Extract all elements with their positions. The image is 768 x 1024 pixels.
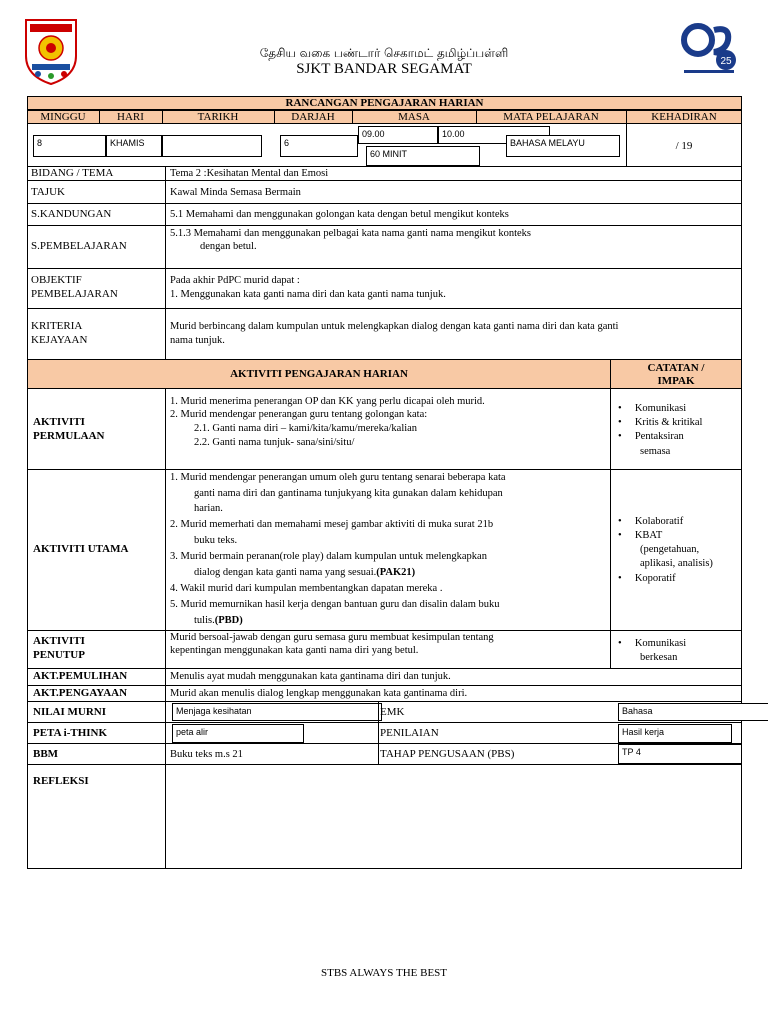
pemulihan-label: AKT.PEMULIHAN: [33, 670, 128, 682]
anniversary-logo: [678, 16, 740, 78]
bidang-value: Tema 2 :Kesihatan Mental dan Emosi: [170, 168, 329, 179]
emk-field[interactable]: Bahasa: [618, 703, 768, 721]
penutup-note-2: berkesan: [640, 652, 678, 663]
kehadiran-value: / 19: [675, 140, 693, 152]
objektif-label-2: PEMBELAJARAN: [31, 288, 118, 300]
sp-value-1: 5.1.3 Memahami dan menggunakan pelbagai kata nama ganti nama mengikut konteks: [170, 228, 531, 239]
bbm-label: BBM: [33, 748, 59, 760]
nilai-field[interactable]: Menjaga kesihatan: [172, 703, 382, 721]
school-name: SJKT BANDAR SEGAMAT: [296, 61, 472, 77]
penilaian-label: PENILAIAN: [380, 727, 439, 739]
tarikh-field[interactable]: [162, 135, 262, 157]
nilai-label: NILAI MURNI: [33, 706, 107, 718]
utama-line-3: harian.: [194, 503, 223, 514]
masa-end-field[interactable]: 10.00: [438, 126, 550, 144]
sk-label: S.KANDUNGAN: [31, 208, 112, 220]
utama-line-6: 3. Murid bermain peranan(role play) dalam kumpulan untuk melengkapkan: [170, 551, 487, 562]
permulaan-line-2: 2. Murid mendengar penerangan guru tentang golongan kata:: [170, 409, 428, 420]
activities-header: AKTIVITI PENGAJARAN HARIAN: [230, 368, 408, 380]
permulaan-label-2: PERMULAAN: [33, 430, 105, 442]
emk-label: EMK: [380, 706, 405, 718]
masa-start-field[interactable]: 09.00: [358, 126, 438, 144]
col-minggu: MINGGU: [40, 111, 86, 123]
col-tarikh: TARIKH: [197, 111, 239, 123]
penutup-label-1: AKTIVITI: [33, 635, 85, 647]
darjah-field[interactable]: 6: [280, 135, 358, 157]
permulaan-line-4: 2.2. Ganti nama tunjuk- sana/sini/situ/: [194, 437, 355, 448]
utama-line-2: ganti nama diri dan gantinama tunjukyang kita gunakan dalam kehidupan: [194, 488, 503, 499]
kriteria-value-1: Murid berbincang dalam kumpulan untuk melengkapkan dialog dengan kata ganti nama diri dan kata ganti: [170, 321, 619, 332]
catatan-header-1: CATATAN /: [647, 362, 705, 374]
catatan-header-2: IMPAK: [657, 375, 695, 387]
col-kehadiran: KEHADIRAN: [651, 111, 717, 123]
permulaan-note-2: • Kritis & kritikal: [618, 417, 703, 428]
utama-line-7: dialog dengan kata ganti nama yang sesuai.(PAK21): [194, 567, 416, 578]
permulaan-label-1: AKTIVITI: [33, 416, 85, 428]
utama-note-3: (pengetahuan,: [640, 544, 700, 555]
utama-note-5: • Koporatif: [618, 573, 676, 584]
utama-label: AKTIVITI UTAMA: [33, 543, 129, 555]
plan-title: RANCANGAN PENGAJARAN HARIAN: [285, 97, 484, 109]
utama-line-4: 2. Murid memerhati dan memahami mesej gambar aktiviti di muka surat 21b: [170, 519, 494, 530]
penutup-label-2: PENUTUP: [33, 649, 85, 661]
objektif-value-2: 1. Menggunakan kata ganti nama diri dan kata ganti nama tunjuk.: [170, 289, 446, 300]
footer-motto: STBS ALWAYS THE BEST: [320, 967, 448, 979]
col-darjah: DARJAH: [291, 111, 335, 123]
bidang-label: BIDANG / TEMA: [31, 167, 114, 179]
col-hari: HARI: [117, 111, 144, 123]
hari-field[interactable]: KHAMIS: [106, 135, 162, 157]
svg-text:25: 25: [720, 56, 732, 67]
utama-line-8: 4. Wakil murid dari kumpulan membentangkan dapatan mereka .: [170, 583, 443, 594]
permulaan-note-3: • Pentaksiran: [618, 431, 684, 442]
tahap-label: TAHAP PENGUSAAN (PBS): [380, 748, 515, 760]
peta-label: PETA i-THINK: [33, 727, 108, 739]
utama-line-5: buku teks.: [194, 535, 238, 546]
tajuk-value: Kawal Minda Semasa Bermain: [170, 187, 301, 198]
permulaan-line-1: 1. Murid menerima penerangan OP dan KK yang perlu dicapai oleh murid.: [170, 396, 485, 407]
col-mata-pelajaran: MATA PELAJARAN: [503, 111, 599, 123]
sp-label: S.PEMBELAJARAN: [31, 240, 127, 252]
kriteria-value-2: nama tunjuk.: [170, 335, 225, 346]
permulaan-note-4: semasa: [640, 446, 671, 457]
utama-line-9: 5. Murid memurnikan hasil kerja dengan bantuan guru dan disalin dalam buku: [170, 599, 500, 610]
permulaan-line-3: 2.1. Ganti nama diri – kami/kita/kamu/mereka/kalian: [194, 423, 418, 434]
pengayaan-label: AKT.PENGAYAAN: [33, 687, 128, 699]
penutup-line-2: kepentingan menggunakan kata ganti nama diri yang betul.: [170, 645, 419, 656]
school-name-tamil: தேசிய வகை பண்டார் செகாமட் தமிழ்ப்பள்ளி: [259, 46, 509, 60]
tajuk-label: TAJUK: [31, 186, 65, 198]
col-masa: MASA: [398, 111, 430, 123]
penutup-note-1: • Komunikasi: [618, 638, 687, 649]
utama-note-4: aplikasi, analisis): [640, 558, 713, 569]
sp-value-2: dengan betul.: [200, 241, 257, 252]
utama-line-10: tulis.(PBD): [194, 615, 243, 626]
kriteria-label-2: KEJAYAAN: [31, 334, 88, 346]
permulaan-note-1: • Komunikasi: [618, 403, 687, 414]
bbm-value: Buku teks m.s 21: [170, 749, 243, 760]
objektif-label-1: OBJEKTIF: [31, 274, 82, 286]
utama-line-1: 1. Murid mendengar penerangan umum oleh guru tentang senarai beberapa kata: [170, 472, 506, 483]
masa-duration-field[interactable]: 60 MINIT: [366, 146, 480, 166]
refleksi-area[interactable]: [166, 765, 741, 868]
tahap-field[interactable]: TP 4: [618, 744, 742, 764]
utama-note-2: • KBAT: [618, 530, 663, 541]
penutup-line-1: Murid bersoal-jawab dengan guru semasa guru membuat kesimpulan tentang: [170, 632, 494, 643]
refleksi-label: REFLEKSI: [33, 775, 89, 787]
kriteria-label-1: KRITERIA: [31, 320, 83, 332]
sk-value: 5.1 Memahami dan menggunakan golongan kata dengan betul mengikut konteks: [170, 209, 509, 220]
mata-pelajaran-field[interactable]: BAHASA MELAYU: [506, 135, 620, 157]
pengayaan-value: Murid akan menulis dialog lengkap menggunakan kata gantinama diri.: [170, 688, 468, 699]
objektif-value-1: Pada akhir PdPC murid dapat :: [170, 275, 300, 286]
minggu-field[interactable]: 8: [33, 135, 106, 157]
utama-note-1: • Kolaboratif: [618, 516, 684, 527]
pemulihan-value: Menulis ayat mudah menggunakan kata gantinama diri dan tunjuk.: [170, 671, 451, 682]
peta-field[interactable]: peta alir: [172, 724, 304, 743]
penilaian-field[interactable]: Hasil kerja: [618, 724, 732, 743]
